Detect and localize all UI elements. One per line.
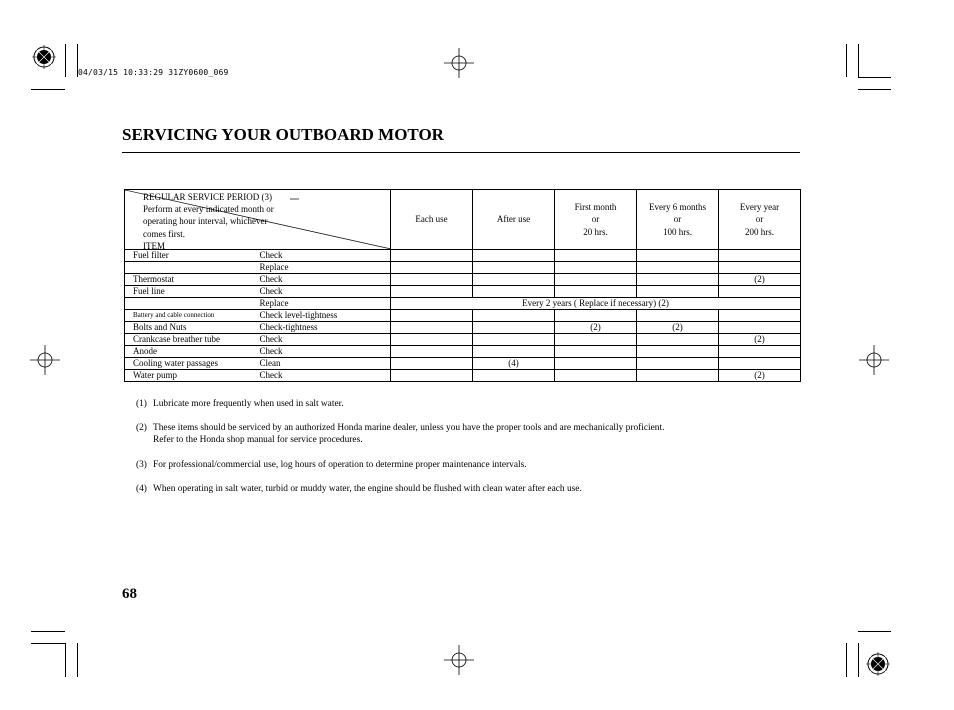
column-header: Every year or 200 hrs. xyxy=(719,190,801,250)
action-cell: Check xyxy=(258,286,391,298)
schedule-cell xyxy=(473,370,555,382)
schedule-cell xyxy=(555,274,637,286)
table-row xyxy=(125,262,801,274)
footnote xyxy=(136,422,664,446)
schedule-cell xyxy=(473,250,555,262)
item-cell: Battery and cable connection xyxy=(125,310,258,322)
action-cell: Check xyxy=(258,346,391,358)
crosshair-icon xyxy=(30,345,60,375)
schedule-cell xyxy=(719,250,801,262)
table-row xyxy=(125,286,801,298)
schedule-cell xyxy=(391,286,473,298)
schedule-cell xyxy=(391,322,473,334)
schedule-cell xyxy=(637,334,719,346)
schedule-cell xyxy=(391,346,473,358)
footnote xyxy=(136,398,344,410)
header-line: REGULAR SERVICE PERIOD (3) xyxy=(143,192,273,202)
schedule-cell xyxy=(391,250,473,262)
schedule-cell xyxy=(391,334,473,346)
crosshair-icon xyxy=(444,48,474,78)
footnote-text: When operating in salt water, turbid or muddy water, the engine should be flushed with clean water after each use. xyxy=(153,484,582,494)
schedule-cell: (2) xyxy=(637,322,719,334)
header-item-cell xyxy=(125,190,391,250)
action-cell: Check xyxy=(258,334,391,346)
action-cell: Clean xyxy=(258,358,391,370)
action-cell: Check-tightness xyxy=(258,322,391,334)
schedule-cell: (2) xyxy=(719,334,801,346)
column-header: After use xyxy=(473,190,555,250)
item-cell: Thermostat xyxy=(125,274,258,286)
schedule-cell xyxy=(719,358,801,370)
footnote-number: (4) xyxy=(136,484,147,494)
page-number: 68 xyxy=(122,586,137,602)
action-cell: Replace xyxy=(258,298,391,310)
schedule-cell: (2) xyxy=(719,274,801,286)
column-header: Every 6 months or 100 hrs. xyxy=(637,190,719,250)
schedule-cell xyxy=(391,274,473,286)
schedule-cell xyxy=(391,310,473,322)
schedule-cell xyxy=(555,370,637,382)
crosshair-icon xyxy=(859,345,889,375)
schedule-cell xyxy=(555,358,637,370)
item-cell: Bolts and Nuts xyxy=(125,322,258,334)
schedule-cell xyxy=(719,346,801,358)
page-title: SERVICING YOUR OUTBOARD MOTOR xyxy=(122,125,444,144)
action-cell: Check xyxy=(258,250,391,262)
schedule-cell xyxy=(555,262,637,274)
schedule-cell xyxy=(637,358,719,370)
footnote-number: (1) xyxy=(136,399,147,409)
footnote-text: For professional/commercial use, log hours of operation to determine proper maintenance intervals. xyxy=(153,460,527,470)
item-cell: Fuel line xyxy=(125,286,258,298)
action-cell: Check level-tightness xyxy=(258,310,391,322)
item-cell: Anode xyxy=(125,346,258,358)
schedule-cell xyxy=(637,370,719,382)
schedule-cell: (4) xyxy=(473,358,555,370)
footnote-number: (3) xyxy=(136,460,147,470)
crosshair-icon xyxy=(444,645,474,675)
schedule-cell xyxy=(555,310,637,322)
schedule-cell xyxy=(719,262,801,274)
item-cell xyxy=(125,262,258,274)
footnote-number: (2) xyxy=(136,423,147,433)
schedule-cell xyxy=(637,310,719,322)
table-row xyxy=(125,298,801,310)
header-line: comes first. xyxy=(143,228,185,239)
schedule-cell: (2) xyxy=(719,370,801,382)
schedule-cell xyxy=(555,250,637,262)
table-row xyxy=(125,250,801,262)
maintenance-schedule-table xyxy=(124,189,801,382)
column-header: Each use xyxy=(391,190,473,250)
schedule-cell xyxy=(473,334,555,346)
table-row xyxy=(125,274,801,286)
schedule-cell xyxy=(473,262,555,274)
table-row xyxy=(125,322,801,334)
schedule-cell xyxy=(555,346,637,358)
action-cell: Replace xyxy=(258,262,391,274)
schedule-cell xyxy=(637,346,719,358)
footnote xyxy=(136,459,527,471)
schedule-span-cell: Every 2 years ( Replace if necessary) (2) xyxy=(391,298,801,310)
schedule-cell xyxy=(473,274,555,286)
schedule-cell xyxy=(637,262,719,274)
title-rule xyxy=(122,152,800,153)
action-cell: Check xyxy=(258,370,391,382)
action-cell: Check xyxy=(258,274,391,286)
item-cell xyxy=(125,298,258,310)
footnote-continuation: Refer to the Honda shop manual for service procedures. xyxy=(153,435,363,445)
schedule-cell xyxy=(391,370,473,382)
header-line: Perform at every indicated month or xyxy=(143,204,274,215)
schedule-cell xyxy=(473,346,555,358)
schedule-cell xyxy=(637,274,719,286)
schedule-cell xyxy=(637,286,719,298)
schedule-cell xyxy=(391,262,473,274)
column-header: First month or 20 hrs. xyxy=(555,190,637,250)
item-cell: Water pump xyxy=(125,370,258,382)
table-row xyxy=(125,310,801,322)
schedule-cell xyxy=(555,334,637,346)
registration-target-icon xyxy=(866,652,890,676)
schedule-cell: (2) xyxy=(555,322,637,334)
table-row xyxy=(125,370,801,382)
table-row xyxy=(125,334,801,346)
header-line: ITEM xyxy=(143,240,165,250)
item-cell: Crankcase breather tube xyxy=(125,334,258,346)
schedule-cell xyxy=(719,322,801,334)
schedule-cell xyxy=(719,310,801,322)
header-line: operating hour interval, whichever xyxy=(143,216,268,227)
schedule-cell xyxy=(391,358,473,370)
footnote-text: These items should be serviced by an authorized Honda marine dealer, unless you have the proper tools and are mechanically proficient. xyxy=(153,423,665,433)
schedule-cell xyxy=(473,322,555,334)
item-cell: Cooling water passages xyxy=(125,358,258,370)
schedule-cell xyxy=(637,250,719,262)
footnote xyxy=(136,483,582,495)
table-row xyxy=(125,358,801,370)
schedule-cell xyxy=(473,310,555,322)
table-header-row xyxy=(125,190,801,250)
schedule-cell xyxy=(555,286,637,298)
schedule-cell xyxy=(719,286,801,298)
footnote-text: Lubricate more frequently when used in salt water. xyxy=(153,399,344,409)
header-item-text xyxy=(143,191,274,250)
table-row xyxy=(125,346,801,358)
registration-target-icon xyxy=(32,45,56,69)
item-cell: Fuel filter xyxy=(125,250,258,262)
print-stamp: 04/03/15 10:33:29 31ZY0600_069 xyxy=(78,68,229,77)
schedule-cell xyxy=(473,286,555,298)
